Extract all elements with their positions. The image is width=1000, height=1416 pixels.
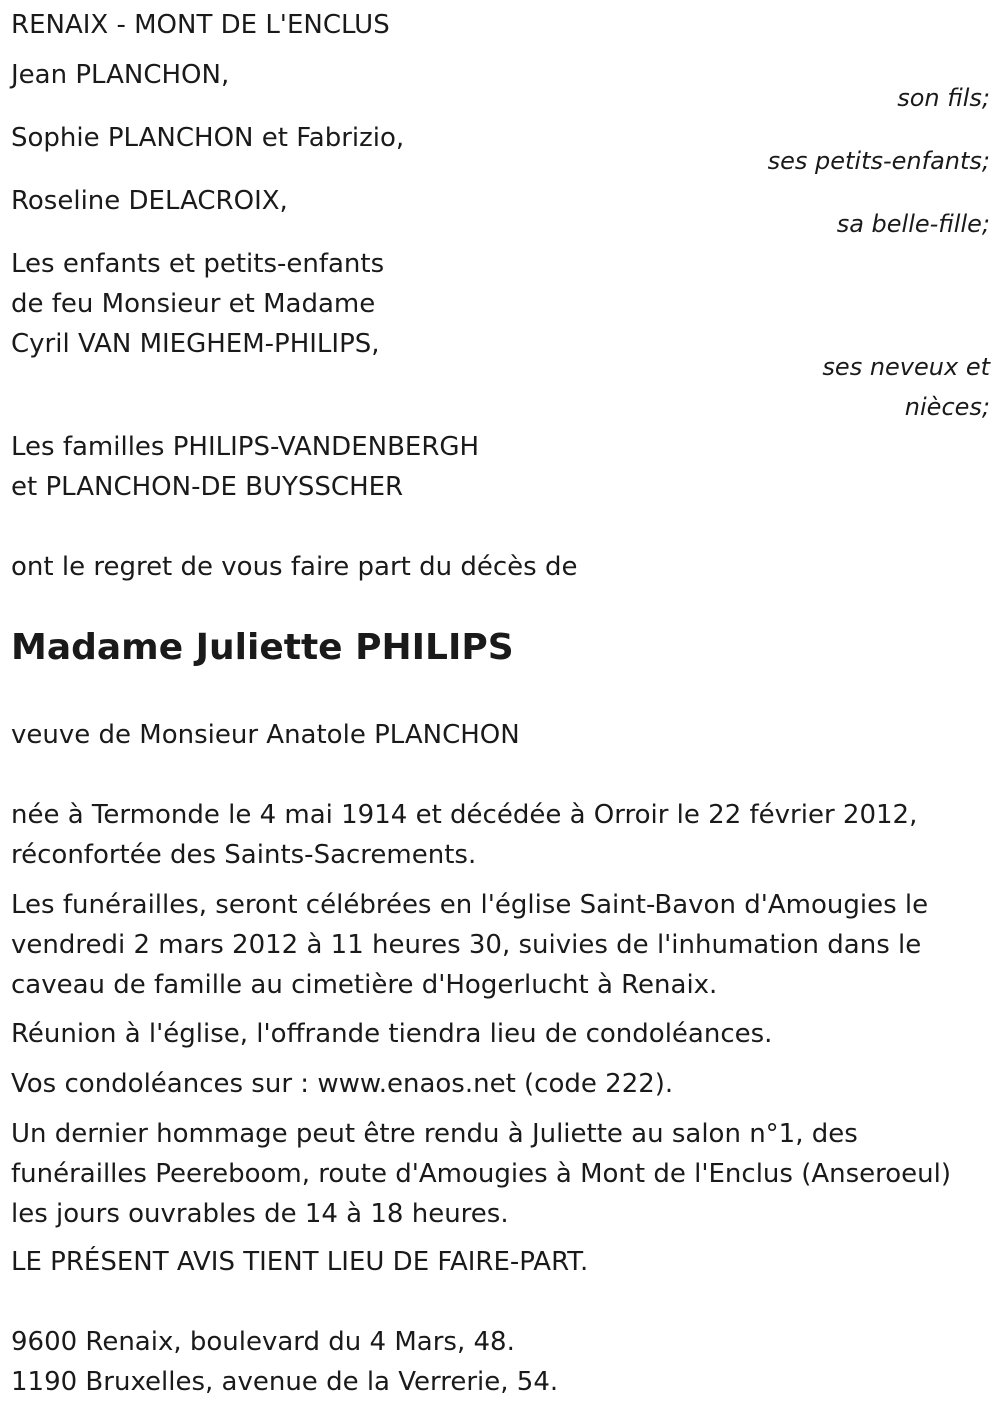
relation-son: son fils; [897,84,990,112]
address-renaix: 9600 Renaix, boulevard du 4 Mars, 48. [11,1327,515,1357]
deceased-name: Madame Juliette PHILIPS [11,627,514,668]
family-member-nephews-line-2: de feu Monsieur et Madame [11,289,376,319]
birth-death-line-1: née à Termonde le 4 mai 1914 et décédée à Orroir le 22 février 2012, [11,800,918,830]
gathering-text: Réunion à l'église, l'offrande tiendra lieu de condoléances. [11,1019,773,1049]
family-member-daughter-in-law: Roseline DELACROIX, [11,186,288,216]
funeral-line-2: vendredi 2 mars 2012 à 11 heures 30, suivies de l'inhumation dans le [11,930,922,960]
deceased-spouse: veuve de Monsieur Anatole PLANCHON [11,720,520,750]
tribute-line-1: Un dernier hommage peut être rendu à Juliette au salon n°1, des [11,1119,858,1149]
condolences-text: Vos condoléances sur : www.enaos.net (code 222). [11,1069,674,1099]
family-member-grandchildren: Sophie PLANCHON et Fabrizio, [11,123,405,153]
families-line-2: et PLANCHON-DE BUYSSCHER [11,472,404,502]
relation-grandchildren: ses petits-enfants; [767,147,990,175]
families-line-1: Les familles PHILIPS-VANDENBERGH [11,432,480,462]
address-bruxelles: 1190 Bruxelles, avenue de la Verrerie, 54. [11,1367,559,1397]
relation-daughter-in-law: sa belle-fille; [836,210,990,238]
funeral-line-1: Les funérailles, seront célébrées en l'église Saint-Bavon d'Amougies le [11,890,929,920]
family-member-nephews-line-3: Cyril VAN MIEGHEM-PHILIPS, [11,329,380,359]
birth-death-line-2: réconfortée des Saints-Sacrements. [11,840,477,870]
relation-nephews-line-2: nièces; [904,393,990,421]
location-header: RENAIX - MONT DE L'ENCLUS [11,10,390,40]
notice-statement: LE PRÉSENT AVIS TIENT LIEU DE FAIRE-PART. [11,1247,589,1277]
tribute-line-3: les jours ouvrables de 14 à 18 heures. [11,1199,509,1229]
family-member-nephews-line-1: Les enfants et petits-enfants [11,249,385,279]
family-member-son: Jean PLANCHON, [11,60,230,90]
tribute-line-2: funérailles Peereboom, route d'Amougies à Mont de l'Enclus (Anseroeul) [11,1159,952,1189]
announcement-text: ont le regret de vous faire part du décès de [11,552,578,582]
relation-nephews-line-1: ses neveux et [822,353,990,381]
funeral-line-3: caveau de famille au cimetière d'Hogerlucht à Renaix. [11,970,718,1000]
